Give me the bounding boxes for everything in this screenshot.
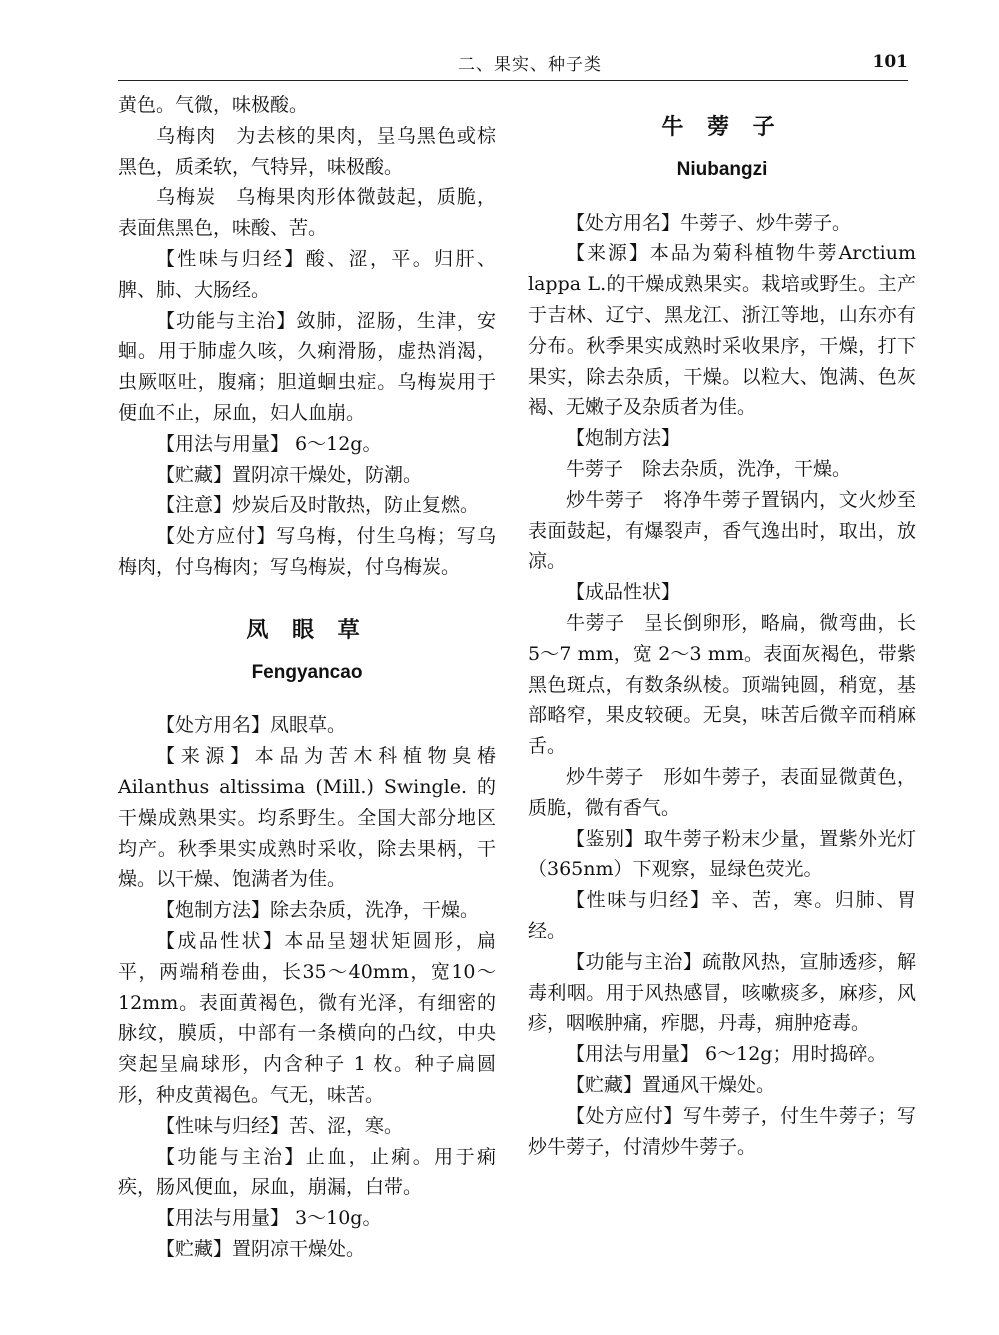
spacer: [528, 143, 916, 155]
paragraph: 【鉴别】取牛蒡子粉末少量，置紫外光灯（365nm）下观察，显绿色荧光。: [528, 827, 916, 881]
paragraph: 【贮藏】置阴凉干燥处，防潮。: [156, 463, 423, 486]
entry-pinyin: Niubangzi: [676, 158, 768, 180]
paragraph: 【用法与用量】 6～12g；用时捣碎。: [566, 1043, 887, 1066]
paragraph: 牛蒡子 呈长倒卵形，略扁，微弯曲，长 5～7 mm，宽 2～3 mm。表面灰褐色，带紫黑色斑点，有数条纵棱。顶端钝圆，稍宽，基部略窄，果皮较硬。无臭，味苦后微辛而稍麻舌。: [528, 611, 916, 758]
paragraph: 【注意】炒炭后及时散热，防止复燃。: [156, 494, 480, 517]
paragraph: 【贮藏】置通风干燥处。: [566, 1073, 776, 1096]
entry-title: 牛 蒡 子: [661, 114, 783, 140]
entry-title: 凤 眼 草: [246, 616, 368, 643]
paragraph: 【用法与用量】 6～12g。: [156, 432, 382, 455]
entry-pinyin: Fengyancao: [251, 661, 363, 683]
page-number: 101: [872, 52, 908, 72]
paragraph: 【成品性状】: [566, 581, 681, 604]
paragraph: 【贮藏】置阴凉干燥处。: [156, 1237, 366, 1260]
section-title: 二、果实、种子类: [458, 55, 602, 75]
spacer: [118, 688, 496, 710]
running-header: [118, 50, 908, 80]
paragraph: 【功能与主治】疏散风热，宣肺透疹，解毒利咽。用于风热感冒，咳嗽痰多，麻疹，风疹，咽喉肿痛，痄腮，丹毒，痈肿疮毒。: [528, 950, 916, 1035]
paragraph: 牛蒡子 除去杂质，洗净，干燥。: [566, 457, 852, 480]
paragraph: 【处方应付】写牛蒡子，付生牛蒡子；写炒牛蒡子，付清炒牛蒡子。: [528, 1104, 916, 1158]
paragraph: 乌梅炭 乌梅果肉形体微鼓起，质脆，表面焦黑色，味酸、苦。: [118, 186, 496, 240]
paragraph: 乌梅肉 为去核的果肉，呈乌黑色或棕黑色，质柔软，气特异，味极酸。: [118, 124, 496, 178]
paragraph: 【处方应付】写乌梅，付生乌梅；写乌梅肉，付乌梅肉；写乌梅炭，付乌梅炭。: [118, 525, 496, 578]
spacer: [118, 646, 496, 658]
paragraph: 【炮制方法】: [566, 427, 681, 450]
paragraph: 炒牛蒡子 将净牛蒡子置锅内，文火炒至表面鼓起，有爆裂声，香气逸出时，取出，放凉。: [528, 488, 916, 573]
paragraph: 【用法与用量】 3～10g。: [156, 1207, 382, 1230]
header-rule: [118, 80, 908, 81]
paragraph: 【性味与归经】酸、涩，平。归肝、脾、肺、大肠经。: [118, 247, 496, 301]
left-column: [118, 90, 496, 1265]
paragraph: 【炮制方法】除去杂质，洗净，干燥。: [156, 899, 480, 922]
paragraph: 【性味与归经】苦、涩，寒。: [156, 1114, 404, 1137]
paragraph: 炒牛蒡子 形如牛蒡子，表面显微黄色，质脆，微有香气。: [528, 765, 916, 819]
paragraph: 【处方用名】凤眼草。: [156, 714, 347, 737]
paragraph: 【功能与主治】止血，止痢。用于痢疾，肠风便血，尿血，崩漏，白带。: [118, 1145, 496, 1199]
paragraph: 【性味与归经】辛、苦，寒。归肺、胃经。: [528, 889, 916, 942]
paragraph: 【来源】本品为菊科植物牛蒡Arctium lappa L.的干燥成熟果实。栽培或野生。主产于吉林、辽宁、黑龙江、浙江等地，山东亦有分布。秋季果实成熟时采收果序，干燥，打下果实，除去杂质，干燥。以粒大、饱满、色灰褐、无嫩子及杂质者为佳。: [528, 242, 916, 419]
paragraph: 【处方用名】牛蒡子、炒牛蒡子。: [566, 211, 852, 234]
right-column: [528, 90, 916, 1162]
spacer: [528, 186, 916, 208]
paragraph: 【来源】本品为苦木科植物臭椿Ailanthus altissima (Mill.) Swingle. 的干燥成熟果实。均系野生。全国大部分地区均产。秋季果实成熟时采收，除去果柄，干燥。以干燥、饱满者为佳。: [118, 745, 496, 891]
spacer: [118, 583, 496, 615]
spacer: [528, 90, 916, 112]
paragraph: 【功能与主治】敛肺，涩肠，生津，安蛔。用于肺虚久咳，久痢滑肠，虚热消渴，虫厥呕吐，腹痛；胆道蛔虫症。乌梅炭用于便血不止，尿血，妇人血崩。: [118, 309, 496, 424]
paragraph: 黄色。气微，味极酸。: [118, 94, 309, 116]
paragraph: 【成品性状】本品呈翅状矩圆形，扁平，两端稍卷曲，长35～40mm，宽10～12mm。表面黄褐色，微有光泽，有细密的脉纹，膜质，中部有一条横向的凸纹，中央突起呈扁球形，内含种子 1 枚。种子扁圆形，种皮黄褐色。气无，味苦。: [118, 929, 496, 1106]
